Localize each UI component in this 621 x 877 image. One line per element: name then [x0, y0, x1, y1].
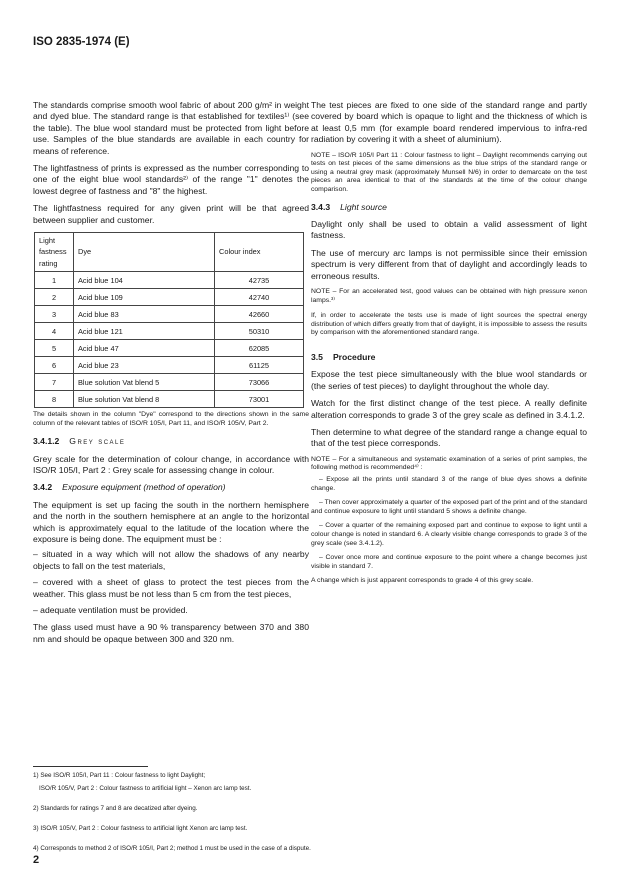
footnote-1: 1) See ISO/R 105/I, Part 11 : Colour fastness to light Daylight; — [33, 772, 206, 779]
note-daylight: NOTE – ISO/R 105/I Part 11 : Colour fastness to light – Daylight recommends carrying out tests on test pieces of the same dimensions as the blue strips of the standard range or using a neutral grey mask (approximately Munsell N/6) in order to demarcate on the test pieces an area identical to that of the standards at the time of the colour change comparison. — [311, 151, 587, 193]
page-number: 2 — [33, 854, 40, 866]
right-column — [311, 100, 587, 593]
section-number: 3.5 — [311, 352, 323, 362]
list-item: – covered with a sheet of glass to protect the test pieces from the weather. This glass must be not less than 5 cm from the test pieces, — [33, 577, 309, 599]
rating-cell: 7 — [35, 374, 74, 391]
table-row — [35, 306, 304, 323]
section-number: 3.4.1.2 — [33, 436, 60, 447]
grey-scale-paragraph: Grey scale for the determination of colour change, in accordance with ISO/R 105/I, Part 2 : Grey scale for assessing change in colour. — [33, 453, 309, 475]
table-row — [35, 391, 304, 408]
equipment-requirements-list — [33, 549, 309, 616]
colour-index-cell: 73001 — [215, 391, 304, 408]
section-title: Exposure equipment (method of operation) — [62, 482, 226, 493]
section-title: Procedure — [332, 352, 376, 362]
accelerated-test-paragraph: If, in order to accelerate the tests use is made of light sources the spectral energy distribution of which differs greatly from that of daylight, it is impossible to assess the results by comparison with the aforementioned standard range. — [311, 312, 587, 337]
section-number: 3.4.3 — [311, 201, 331, 212]
dye-cell: Acid blue 83 — [74, 306, 215, 323]
determine-paragraph: Then determine to what degree of the standard range a change equal to that of the test piece corresponds. — [311, 427, 587, 449]
intro-paragraph-standards: The standards comprise smooth wool fabric of about 200 g/m² in weight and dyed blue. The standard range is that established for textiles¹⁾ (see the table). The blue wool standard must be protected from light before use. Samples of the blue standards are available in each country for means of reference. — [33, 100, 309, 156]
footnotes — [33, 772, 593, 865]
header-light-fastness-rating: Light fastness rating — [35, 233, 74, 272]
dye-cell: Blue solution Vat blend 5 — [74, 374, 215, 391]
rating-cell: 5 — [35, 340, 74, 357]
list-item: – adequate ventilation must be provided. — [33, 604, 188, 615]
list-item: – Expose all the prints until standard 3 of the range of blue dyes shows a definite change. — [311, 476, 587, 492]
rating-cell: 1 — [35, 272, 74, 289]
daylight-paragraph: Daylight only shall be used to obtain a valid assessment of light fastness. — [311, 219, 587, 241]
footnote-1-continued: ISO/R 105/V, Part 2 : Colour fastness to artificial light – Xenon arc lamp test. — [39, 785, 252, 792]
table-row — [35, 289, 304, 306]
footnote-divider — [33, 766, 148, 767]
colour-index-cell: 73066 — [215, 374, 304, 391]
note-xenon: NOTE – For an accelerated test, good values can be obtained with high pressure xenon lamps.³⁾ — [311, 288, 587, 304]
watch-paragraph: Watch for the first distinct change of the test piece. A really definite alteration corresponds to grade 3 of the grey scale as defined in 3.4.1.2. — [311, 398, 587, 420]
equipment-paragraph: The equipment is set up facing the south in the northern hemisphere and the north in the southern hemisphere at an angle to the horizontal which is approximately equal to the latitude of the location where the exposure is being done. The equipment must be : — [33, 499, 309, 544]
section-title: Grey scale — [69, 436, 126, 447]
dye-cell: Blue solution Vat blend 8 — [74, 391, 215, 408]
section-heading-3-4-1-2 — [33, 436, 309, 447]
list-item: – Then cover approximately a quarter of the exposed part of the print and of the standard and continue exposure to light until standard 5 shows a definite change. — [311, 499, 587, 515]
note-method: NOTE – For a simultaneous and systematic examination of a series of print samples, the following method is recommended⁴⁾ : — [311, 455, 587, 472]
rating-cell: 6 — [35, 357, 74, 374]
dye-cell: Acid blue 104 — [74, 272, 215, 289]
method-steps-list — [311, 476, 587, 571]
dye-cell: Acid blue 23 — [74, 357, 215, 374]
rating-cell: 8 — [35, 391, 74, 408]
header-dye: Dye — [74, 233, 215, 272]
test-pieces-paragraph: The test pieces are fixed to one side of the standard range and partly covered by board which is opaque to light and the thickness of which is at least 0,5 mm (for example board rendered impervious to infra-red radiation by covering it with a sheet of aluminium). — [311, 100, 587, 145]
rating-cell: 2 — [35, 289, 74, 306]
standard-header: ISO 2835-1974 (E) — [33, 36, 130, 48]
expose-paragraph: Expose the test piece simultaneously with the blue wool standards or (the series of test pieces) to daylight throughout the whole day. — [311, 369, 587, 391]
section-heading-3-4-3 — [311, 202, 587, 213]
list-item: – situated in a way which will not allow the shadows of any nearby objects to fall on the test materials, — [33, 549, 309, 571]
blue-wool-standards-table — [34, 232, 304, 408]
list-item: – Cover once more and continue exposure to the point where a change becomes just visible in standard 7. — [311, 554, 587, 570]
rating-cell: 4 — [35, 323, 74, 340]
grade-4-paragraph: A change which is just apparent corresponds to grade 4 of this grey scale. — [311, 577, 534, 585]
footnote-2: 2) Standards for ratings 7 and 8 are decatized after dyeing. — [33, 805, 198, 812]
table-row — [35, 374, 304, 391]
table-row — [35, 357, 304, 374]
section-title: Light source — [340, 201, 387, 212]
colour-index-cell: 61125 — [215, 357, 304, 374]
section-heading-3-4-2 — [33, 482, 309, 493]
colour-index-cell: 42740 — [215, 289, 304, 306]
dye-cell: Acid blue 47 — [74, 340, 215, 357]
rating-cell: 3 — [35, 306, 74, 323]
mercury-lamps-paragraph: The use of mercury arc lamps is not permissible since their emission spectrum is very different from that of daylight and accordingly leads to erroneous results. — [311, 247, 587, 281]
colour-index-cell: 42660 — [215, 306, 304, 323]
dye-cell: Acid blue 121 — [74, 323, 215, 340]
section-number: 3.4.2 — [33, 482, 53, 493]
colour-index-cell: 62085 — [215, 340, 304, 357]
table-note: The details shown in the column "Dye" correspond to the directions shown in the same column of the relevant tables of ISO/R 105/I, Part 11, and ISO/R 105/V, Part 2. — [33, 411, 309, 427]
intro-paragraph-lightfastness: The lightfastness of prints is expressed as the number corresponding to one of the eight blue wool standards²⁾ of the range "1" denotes the lowest degree of fastness and "8" the highest. — [33, 163, 309, 196]
table-header-row — [35, 233, 304, 272]
intro-paragraph-agreement: The lightfastness required for any given print will be that agreed between supplier and customer. — [33, 203, 309, 225]
dye-cell: Acid blue 109 — [74, 289, 215, 306]
header-colour-index: Colour index — [215, 233, 304, 272]
table-row — [35, 323, 304, 340]
section-heading-3-5 — [311, 352, 587, 363]
table-row — [35, 272, 304, 289]
colour-index-cell: 42735 — [215, 272, 304, 289]
glass-transparency-paragraph: The glass used must have a 90 % transparency between 370 and 380 nm and should be opaque between 300 and 320 nm. — [33, 622, 309, 644]
table-row — [35, 340, 304, 357]
list-item: – Cover a quarter of the remaining exposed part and continue to expose to light until a colour change is noted in standard 6. A clearly visible change corresponds to grade 3 of the grey scale (see 3.4.1.2). — [311, 522, 587, 547]
left-column — [33, 100, 309, 651]
footnote-3: 3) ISO/R 105/V, Part 2 : Colour fastness to artificial light Xenon arc lamp test. — [33, 825, 248, 832]
colour-index-cell: 50310 — [215, 323, 304, 340]
footnote-4: 4) Corresponds to method 2 of ISO/R 105/I, Part 2; method 1 must be used in the case of a dispute. — [33, 845, 311, 852]
